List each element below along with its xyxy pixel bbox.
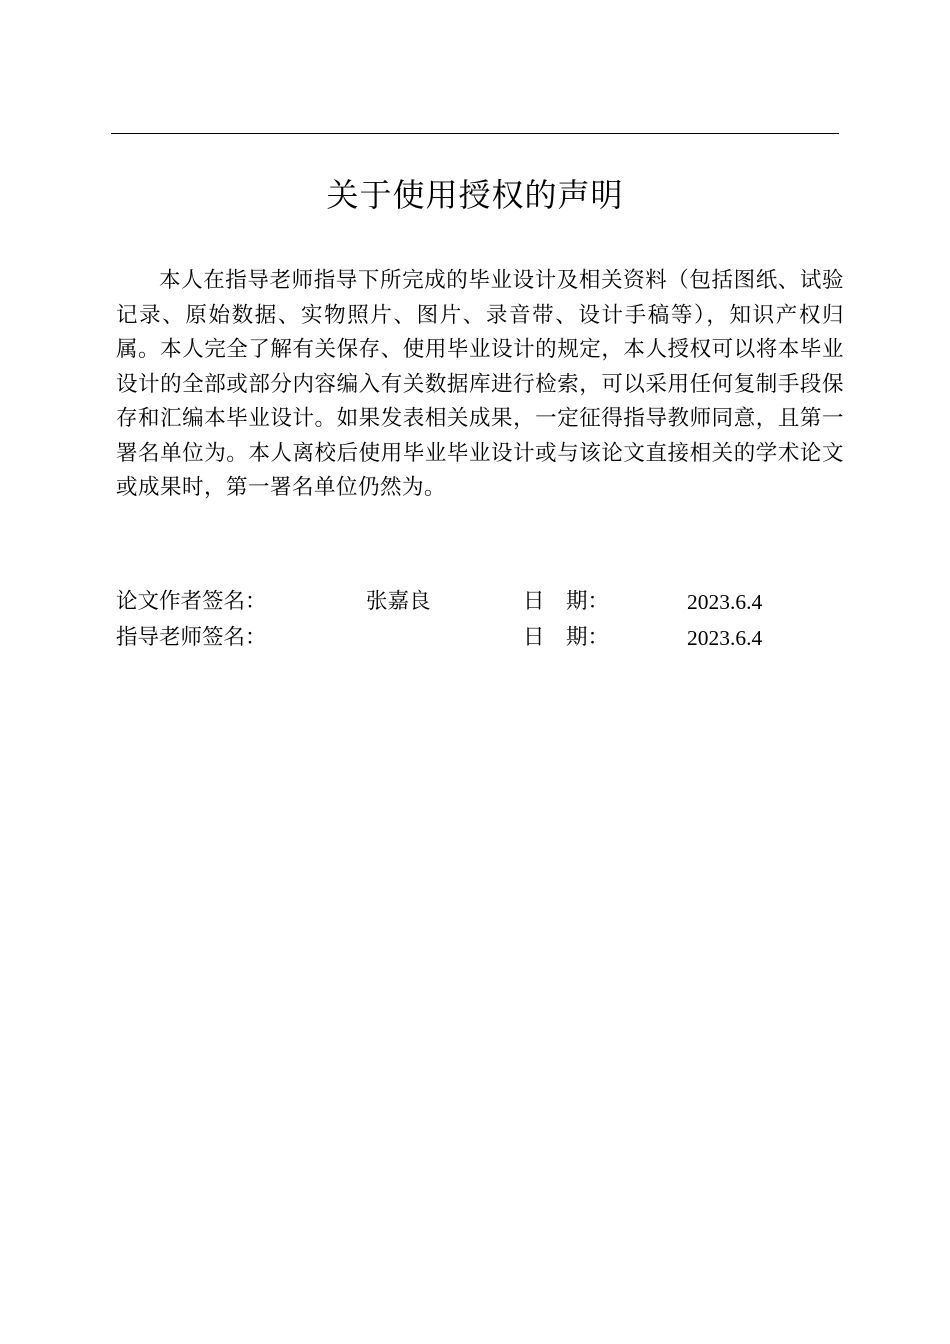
- author-signature-label: 论文作者签名：: [116, 589, 267, 614]
- document-title: 关于使用授权的声明: [326, 176, 624, 214]
- advisor-date-label: 日 期：: [523, 625, 610, 650]
- authorization-statement: 本人在指导老师指导下所完成的毕业设计及相关资料（包括图纸、试验记录、原始数据、实物照片、图片、录音带、设计手稿等），知识产权归属。本人完全了解有关保存、使用毕业设计的规定，本人授权可以将本毕业设计的全部或部分内容编入有关数据库进行检索，可以采用任何复制手段保存和汇编本毕业设计。如果发表相关成果，一定征得指导教师同意，且第一署名单位为。本人离校后使用毕业毕业设计或与该论文直接相关的学术论文或成果时，第一署名单位仍然为。: [116, 268, 844, 500]
- author-signature-row: [116, 584, 836, 620]
- author-date: 2023.6.4: [687, 590, 763, 614]
- header-rule: [111, 133, 839, 134]
- author-name: 张嘉良: [366, 589, 431, 614]
- advisor-date: 2023.6.4: [687, 626, 763, 650]
- author-date-label: 日 期：: [523, 589, 610, 614]
- advisor-signature-row: [116, 620, 836, 656]
- advisor-signature-label: 指导老师签名：: [116, 625, 267, 650]
